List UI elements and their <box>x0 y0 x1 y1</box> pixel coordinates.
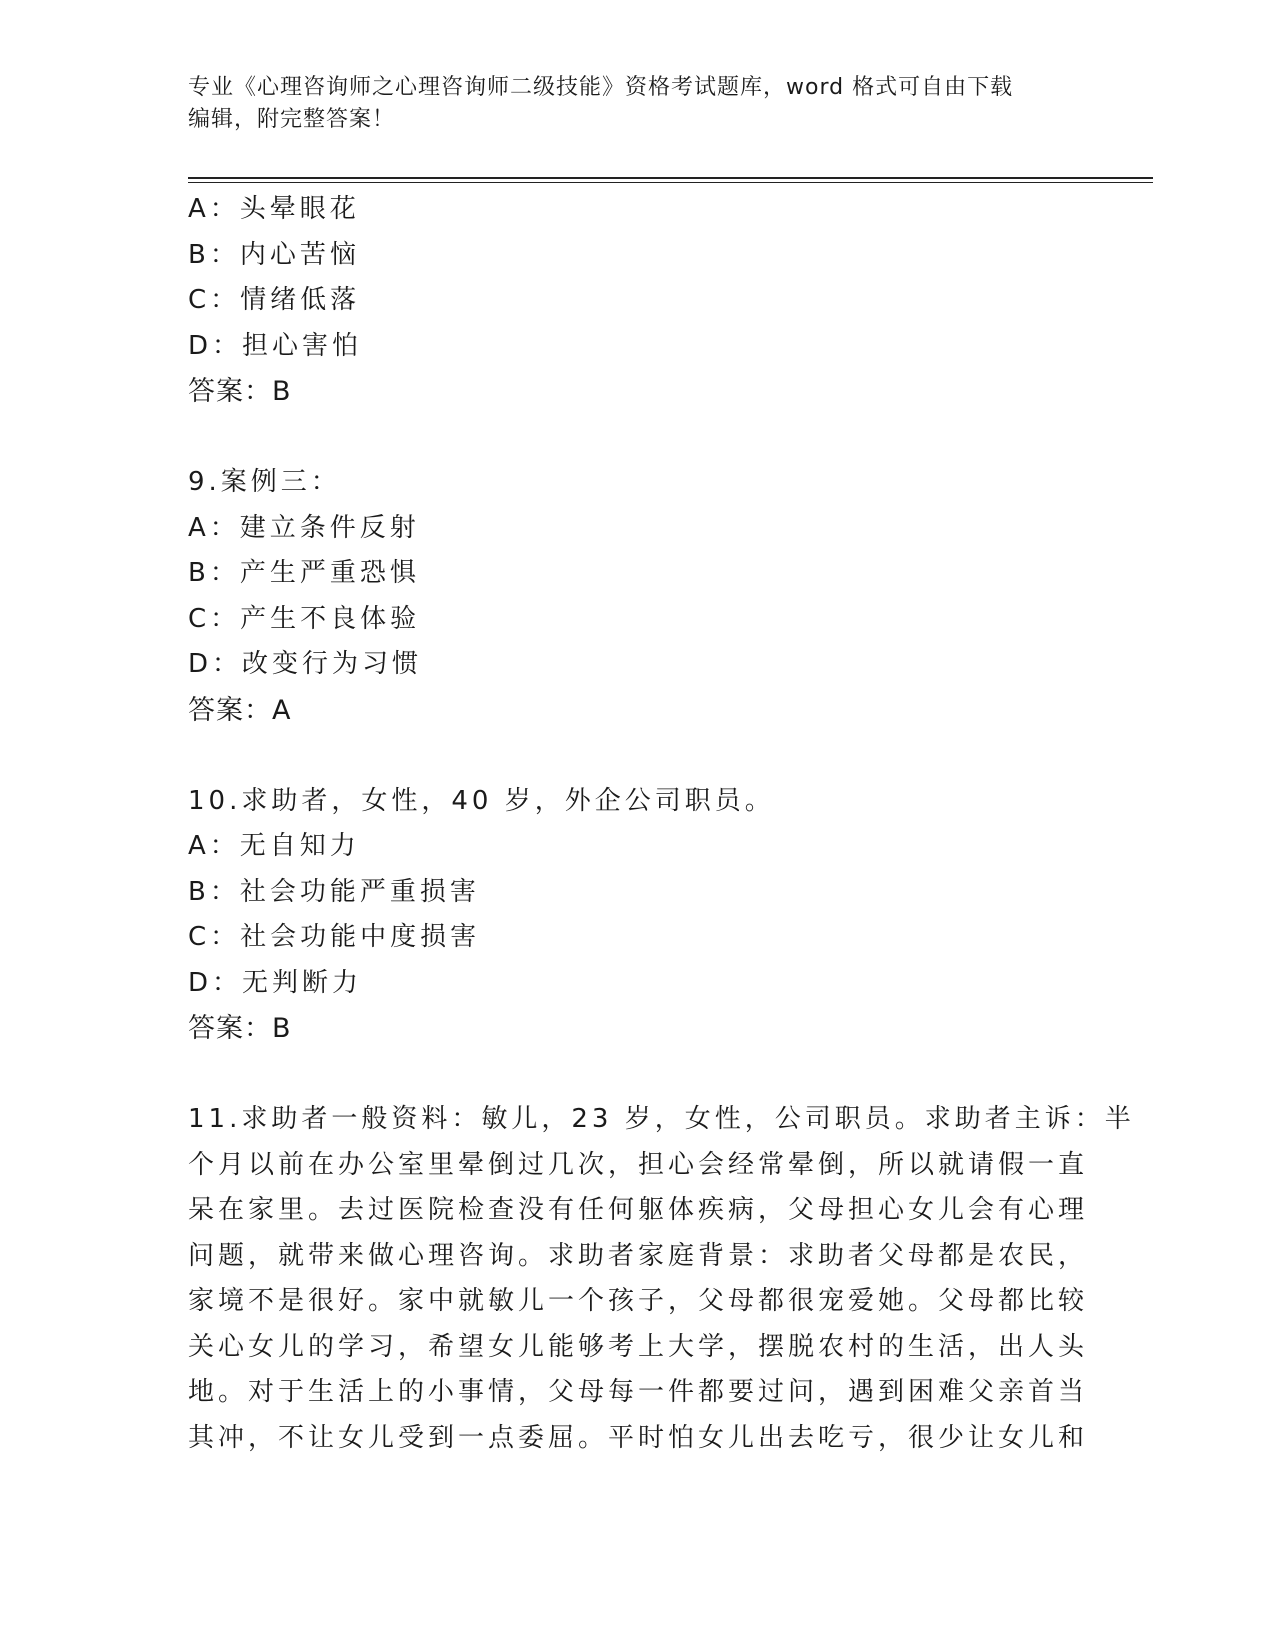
question-8 <box>188 187 1088 415</box>
question-9 <box>188 460 1088 733</box>
option-a: A：无自知力 <box>188 831 360 861</box>
header-divider-thin <box>188 182 1153 183</box>
question-11-paragraph <box>188 1097 1135 1461</box>
paragraph-line: 家境不是很好。家中就敏儿一个孩子，父母都很宠爱她。父母都比较 <box>188 1286 1089 1316</box>
header-divider-thick <box>188 177 1153 179</box>
header-line-2: 编辑，附完整答案！ <box>188 107 396 132</box>
paragraph-line: 其冲，不让女儿受到一点委屈。平时怕女儿出去吃亏，很少让女儿和 <box>188 1422 1089 1453</box>
header-line-1: 专业《心理咨询师之心理咨询师二级技能》资格考试题库，word 格式可自由下载 <box>188 75 1014 100</box>
option-b: B：社会功能严重损害 <box>188 876 480 907</box>
question-title: 9.案例三： <box>188 467 341 497</box>
option-d: D：担心害怕 <box>188 330 363 361</box>
spacer <box>188 733 1088 779</box>
document-body <box>188 187 1135 1461</box>
question-10 <box>188 779 1088 1052</box>
answer-line: 答案：A <box>188 694 292 726</box>
spacer <box>188 415 1088 461</box>
option-b: B：产生严重恐惧 <box>188 558 420 588</box>
answer-line: 答案：B <box>188 376 292 407</box>
paragraph-line: 呆在家里。去过医院检查没有任何躯体疾病，父母担心女儿会有心理 <box>188 1195 1089 1225</box>
option-d: D：无判断力 <box>188 967 363 998</box>
answer-line: 答案：B <box>188 1013 292 1044</box>
option-c: C：产生不良体验 <box>188 603 421 634</box>
paragraph-line: 关心女儿的学习，希望女儿能够考上大学，摆脱农村的生活，出人头 <box>188 1331 1089 1362</box>
paragraph-line: 问题，就带来做心理咨询。求助者家庭背景：求助者父母都是农民， <box>188 1240 1089 1271</box>
option-a: A：建立条件反射 <box>188 512 420 543</box>
question-title: 10.求助者，女性，40 岁，外企公司职员。 <box>188 785 775 816</box>
option-c: C：情绪低落 <box>188 285 361 315</box>
document-header <box>188 72 1088 136</box>
paragraph-line: 11.求助者一般资料：敏儿，23 岁，女性，公司职员。求助者主诉：半 <box>188 1104 1135 1134</box>
option-a: A：头晕眼花 <box>188 194 360 224</box>
paragraph-line: 地。对于生活上的小事情，父母每一件都要过问，遇到困难父亲首当 <box>188 1377 1089 1407</box>
option-b: B：内心苦恼 <box>188 239 360 270</box>
option-d: D：改变行为习惯 <box>188 649 423 679</box>
option-c: C：社会功能中度损害 <box>188 922 481 952</box>
paragraph-line: 个月以前在办公室里晕倒过几次，担心会经常晕倒，所以就请假一直 <box>188 1149 1089 1180</box>
spacer <box>188 1052 1088 1098</box>
